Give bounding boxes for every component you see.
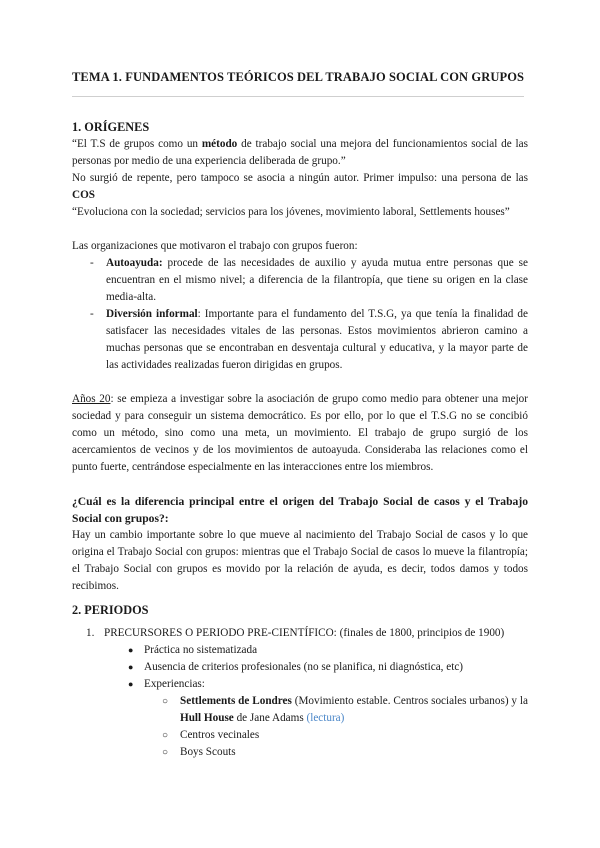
anos-20-paragraph: [72, 391, 528, 476]
settlements-label: Settlements de Londres: [180, 695, 292, 707]
bullet-text: Ausencia de criterios profesionales (no se planifica, ni diagnóstica, etc): [144, 661, 464, 673]
section-heading-periodos: 2. PERIODOS: [72, 603, 149, 617]
sub-bullet-item: [72, 727, 528, 744]
bullet-icon: ●: [128, 679, 134, 689]
question-heading: ¿Cuál es la diferencia principal entre el origen del Trabajo Social de casos y el Trabajo Social con grupos?:: [72, 495, 528, 525]
item-text: : Importante para el fundamento del T.S.G, ya que tenía la finalidad de satisfacer las necesidades vitales de las personas. Estos movimientos abrieron camino a muchas personas que se encontraban en desventaja cultural y educativa, y la mayor parte de las actividades realizadas fueron dirigidas en grupos.: [106, 308, 528, 371]
quote-evolution: “Evoluciona con la sociedad; servicios para los jóvenes, movimiento laboral, Settlements houses”: [72, 206, 510, 218]
sub-bullet-item: [72, 693, 528, 727]
hull-house-label: Hull House: [180, 712, 234, 724]
document-title: TEMA 1. FUNDAMENTOS TEÓRICOS DEL TRABAJO SOCIAL CON GRUPOS: [72, 70, 525, 84]
bullet-icon: ●: [128, 662, 134, 672]
answer-paragraph: Hay un cambio importante sobre lo que mueve al nacimiento del Trabajo Social de casos y lo que origina el Trabajo Social con grupos: mientras que el Trabajo Social de casos lo mueve la filantropía; el Trabajo Social con grupos es movido por la relación de ayuda, es decir, todos damos y todos recibimos.: [72, 529, 528, 592]
circle-bullet-icon: ○: [162, 747, 169, 758]
sub-bullet-text-end: de Jane Adams: [233, 712, 307, 724]
bullet-item: [72, 676, 528, 693]
organizations-intro: Las organizaciones que motivaron el trabajo con grupos fueron:: [72, 240, 358, 252]
bullet-text: Experiencias:: [144, 678, 205, 690]
item-text: PRECURSORES O PERIODO PRE-CIENTÍFICO: (finales de 1800, principios de 1900): [104, 627, 505, 639]
list-item: [72, 306, 528, 374]
quote-bold-term: método: [201, 138, 238, 150]
document-body: [72, 118, 528, 761]
sub-bullet-item: [72, 744, 528, 761]
circle-bullet-icon: ○: [162, 696, 169, 707]
sub-bullet-text: Centros vecinales: [180, 729, 260, 741]
bullet-item: [72, 659, 528, 676]
anos-20-label: Años 20: [72, 393, 111, 405]
dash-marker: -: [90, 308, 94, 320]
bullet-item: [72, 642, 528, 659]
number-marker: 1.: [86, 627, 95, 639]
quote-text-end: de trabajo social una mejora del funcionamientos social de las personas por medio de una experiencia deliberada de grupo.”: [72, 138, 528, 167]
bullet-icon: ●: [128, 645, 134, 655]
quote-definition: [72, 136, 528, 170]
sub-bullet-text: (Movimiento estable. Centros sociales urbanos) y la: [291, 695, 528, 707]
list-item: [72, 255, 528, 306]
numbered-item-precursores: [72, 625, 528, 642]
origin-text: No surgió de repente, pero tampoco se asocia a ningún autor. Primer impulso: una persona de las: [72, 172, 528, 184]
bullet-text: Práctica no sistematizada: [144, 644, 258, 656]
origin-bold-cos: COS: [72, 189, 96, 201]
lectura-link[interactable]: (lectura): [306, 712, 345, 724]
dash-marker: -: [90, 257, 94, 269]
item-label: Diversión informal: [106, 308, 198, 320]
organizations-list: [72, 255, 528, 374]
quote-text: “El T.S de grupos como un: [72, 138, 202, 150]
anos-20-text: : se empieza a investigar sobre la asociación de grupo como medio para obtener una mejor sociedad y para conseguir un sistema democrático. Es por ello, por lo que el T.S.G no se concibió como un método, sino como una meta, un movimiento. El trabajo de grupo surgió de los acercamientos de vecinos y de los movimientos de autoayuda. Consideraba las relaciones como el punto fuerte, centrándose especialmente en las interacciones entre los miembros.: [72, 393, 528, 473]
sub-bullet-text: Boys Scouts: [180, 746, 236, 758]
circle-bullet-icon: ○: [162, 730, 169, 741]
section-heading-origenes: 1. ORÍGENES: [72, 120, 150, 134]
item-label: Autoayuda:: [106, 257, 163, 269]
item-text: procede de las necesidades de auxilio y ayuda mutua entre personas que se encuentran en el mismo nivel; a diferencia de la filantropía, que tiene su origen en la clase media-alta.: [106, 257, 528, 303]
origin-paragraph: [72, 170, 528, 204]
title-divider: [72, 96, 524, 97]
